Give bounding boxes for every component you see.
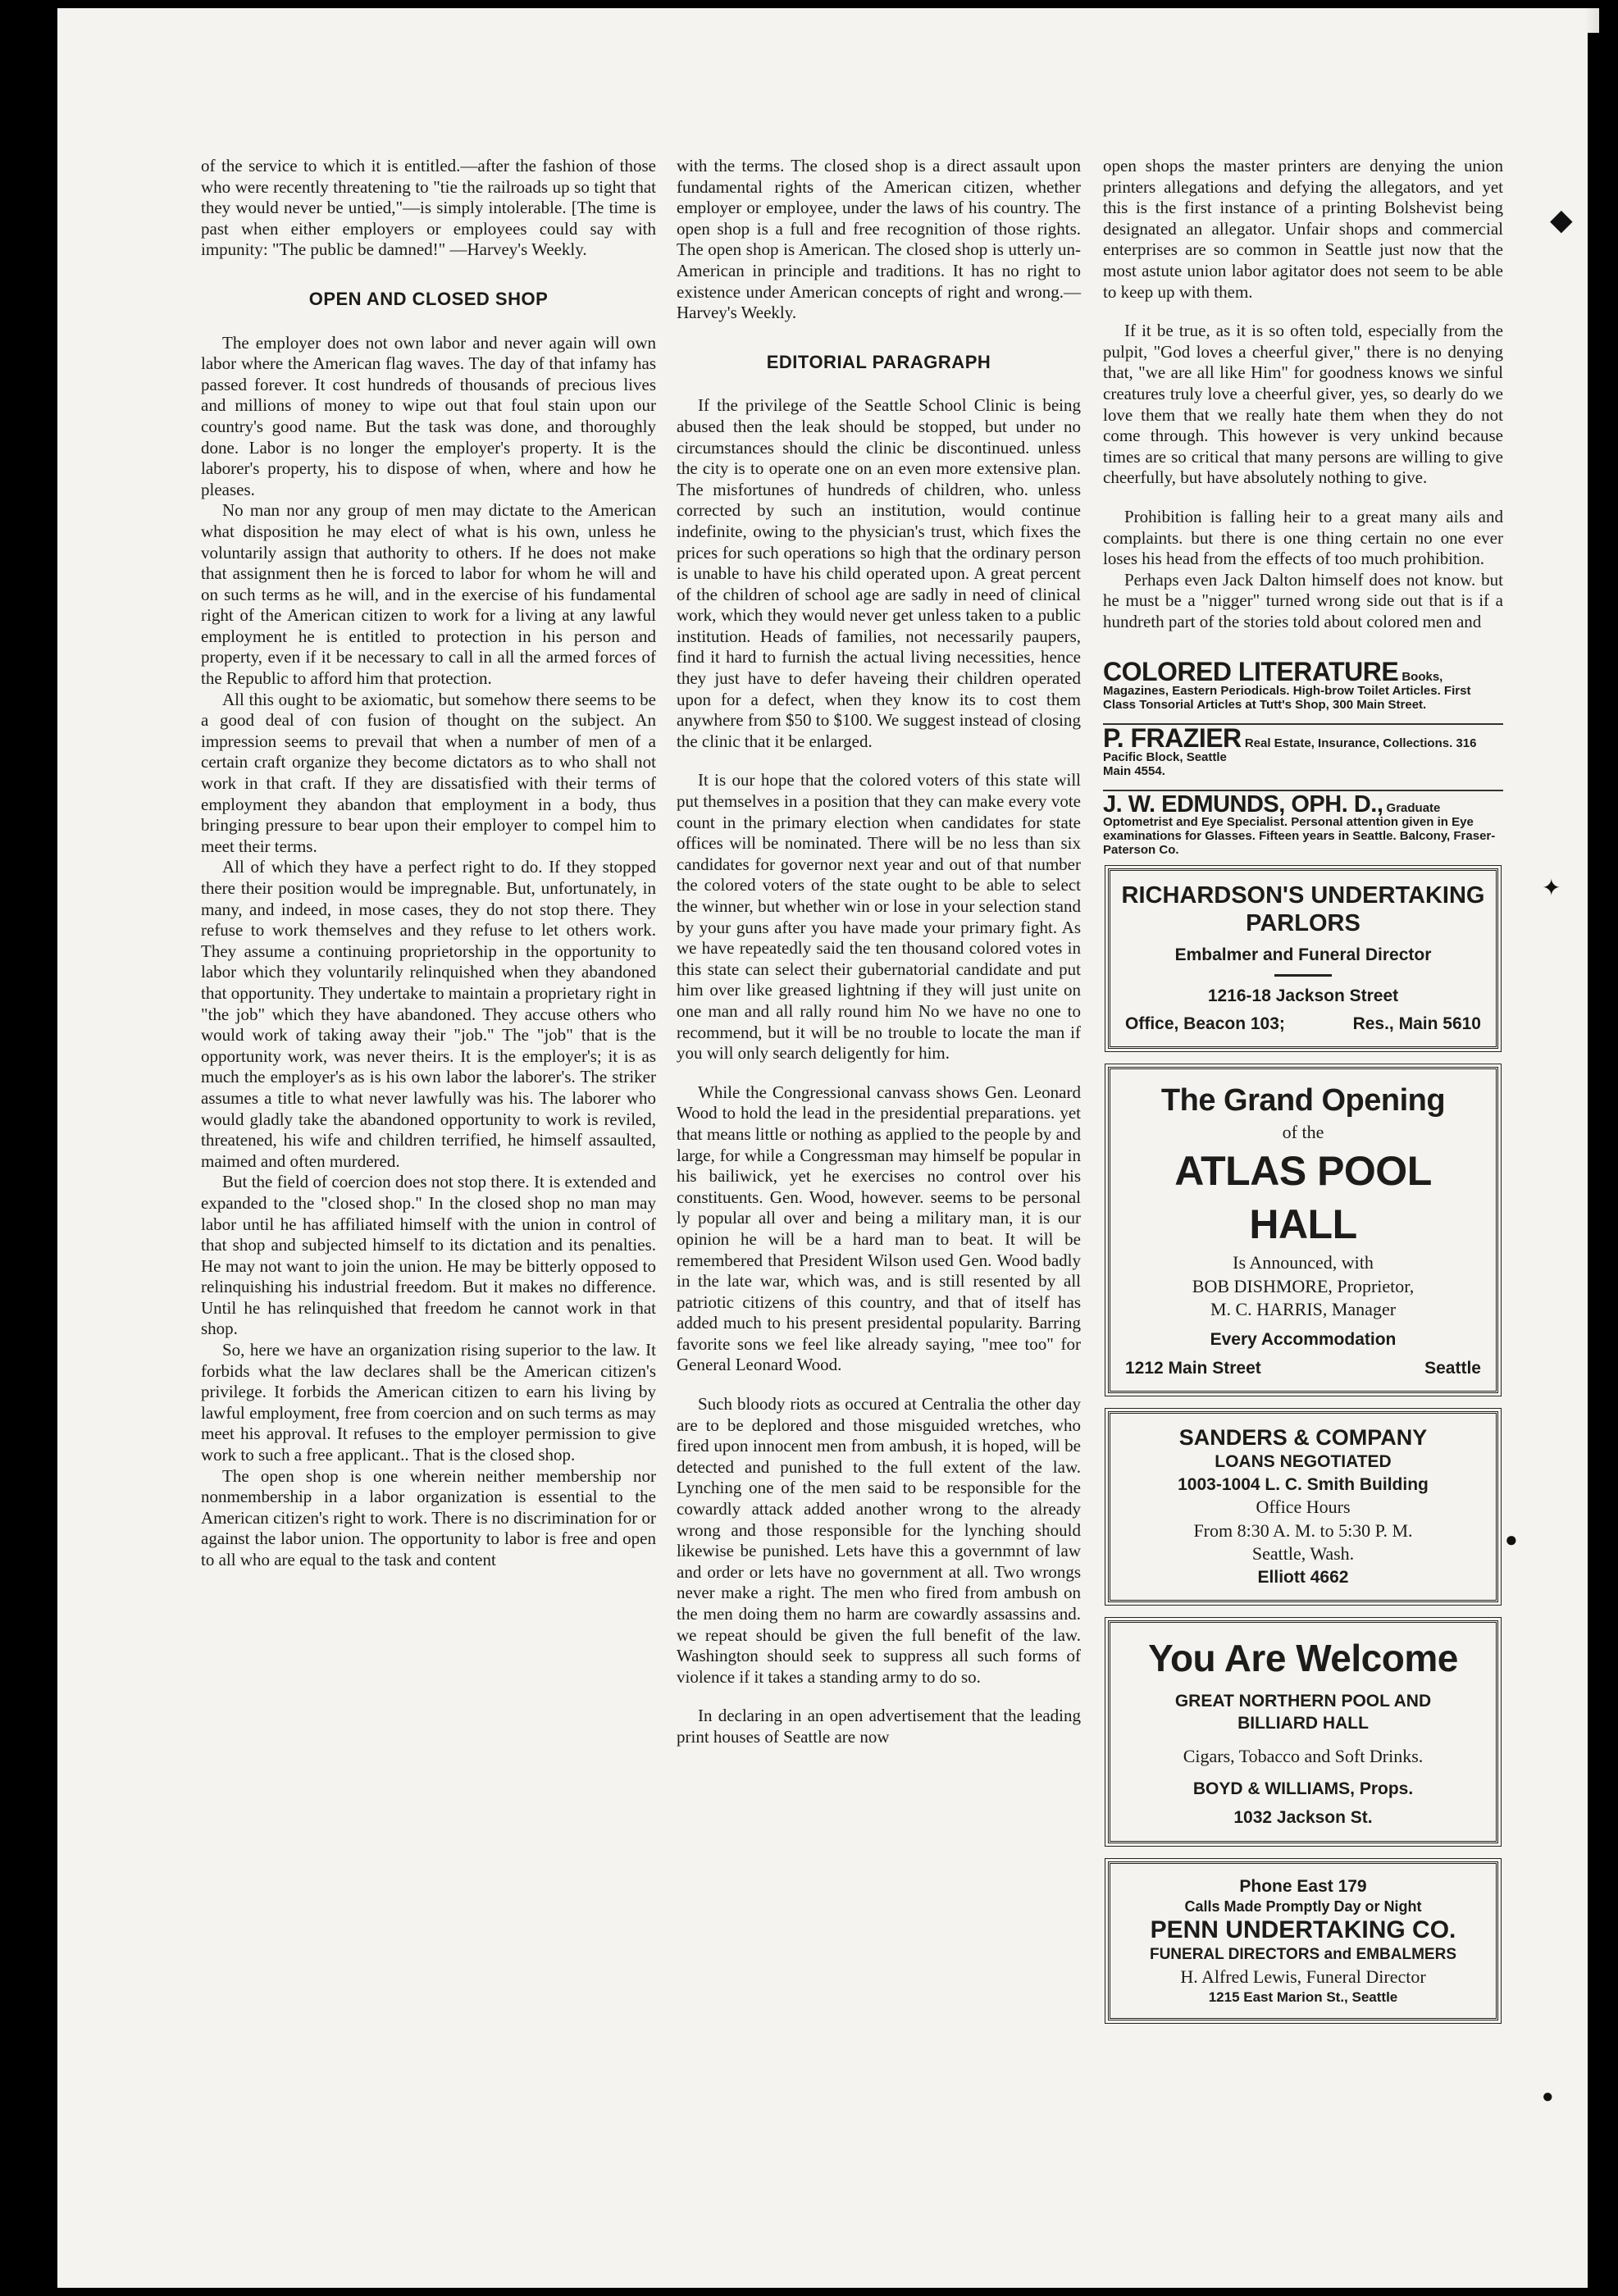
ad-great-northern-pool [1108,1620,1498,1843]
ad-address: 1212 Main Street [1125,1359,1261,1378]
ad-richardson-undertaking [1108,868,1498,1049]
ad-title: COLORED LITERATURE [1103,657,1399,687]
ad-line: of the [1282,1122,1324,1143]
paragraph: The open shop is one wherein neither membership nor nonmembership in a labor organization is essential to the American citizen's right to work. There is no discrimination for or against the labor union. The opportunity to labor is free and open to all who are equal to the task and content [201,1465,656,1569]
ad-line: ATLAS POOL HALL [1174,1148,1432,1248]
divider [1274,974,1332,977]
article-continuation: of the service to which it is entitled.—after the fashion of those who were recently threatening to "tie the railroads up so tight that they would never be untied,"—is simply intolerable. [The time is past when either employers or employees could say with impunity: "The public be damned!" —Harvey's Weekly. [201,156,656,260]
ad-line: 1003-1004 L. C. Smith Building [1178,1474,1429,1494]
ad-text: Real Estate, Insurance, Collections. 316 Pacific Block, Seattle [1103,736,1477,765]
ad-line: 1032 Jackson St. [1233,1808,1373,1828]
heading-editorial-paragraph: EDITORIAL PARAGRAPH [766,351,991,372]
ad-line: The Grand Opening [1160,1083,1446,1118]
ad-line: H. Alfred Lewis, Funeral Director [1180,1966,1426,1987]
ad-line: Cigars, Tobacco and Soft Drinks. [1183,1745,1424,1766]
ad-sanders-company [1108,1411,1498,1602]
column-2 [677,156,1081,1748]
ad-line: From 8:30 A. M. to 5:30 P. M. [1193,1519,1413,1541]
ad-address-row [1119,1357,1488,1379]
scan-blemish-icon: ✦ [1542,876,1561,901]
ad-line: Phone East 179 [1239,1876,1367,1896]
paragraph: In declaring in an open advertisement that the leading print houses of Seattle are now [677,1706,1081,1747]
ad-penn-undertaking [1108,1861,1498,2021]
ad-line: M. C. HARRIS, Manager [1210,1299,1397,1320]
ad-line: Office Hours [1256,1496,1351,1518]
paragraph: All of which they have a perfect right to do. If they stopped there their position would be impregnable. But, unfortunately, in many, and indeed, in mose cases, they do not stop there. They refuse to work themselves and they refuse to let others work. They assume a continuing proprietorship in the opportunity to labor which they voluntarily relinquished when they abandoned that opportunity. They undertake to maintain a proprietary right in "the job" which they have abandoned. They accuse others who would work of taking away their "job." The "job" that is the opportunity work, was never theirs. It is the employer's; it is as much the employer's as is his own labor the laborer's. The striker assumes a title to what never lawfully was his. The laborer who would gladly take the abandoned opportunity to work is reviled, threatened, his wife and children terrified, he himself assaulted, maimed and often murdered. [201,857,656,1171]
ad-line: RICHARDSON'S UNDERTAKING [1121,882,1485,909]
ad-phone: Main 4554. [1103,764,1165,779]
paragraph: If the privilege of the Seattle School Clinic is being abused then the leak should be stopped, but under no circumstances should the clinic be discontinued. unless the city is to operate one on an even more extensive plan. The misfortunes of hundreds of children, who. unless corrected by such an institution, would continue indefinite, owing to the physician's trust, which fixes the prices for such operations so high that the ordinary person is unable to have his child operated upon. A great percent of the children of school age are sadly in need of clinical work, which they would never get unless taken to a public institution. Heads of families, not necessarily paupers, find it hard to furnish the actual living necessities, hence they just have to defer haveing their children operated upon for a defect, when they know its to cost them anywhere from $50 to $100. We suggest instead of closing the clinic that it be enlarged. [677,395,1081,751]
paragraph: If it be true, as it is so often told, especially from the pulpit, "God loves a cheerful giver," there is no denying that, "we are all like Him" for goodness knows we sinful creatures truly love a cheerful giver, yes, so dearly do we love them that we really hate them when they do not come through. This however is very unkind because times are so critical that many persons are willing to give cheerfully, but have absolutely nothing to give. [1103,321,1503,488]
ad-line: Seattle, Wash. [1251,1543,1355,1565]
ad-line: GREAT NORTHERN POOL AND [1174,1691,1432,1711]
article-continuation: with the terms. The closed shop is a direct assault upon fundamental rights of the American citizen, whether employer or employee, under the laws of his country. The open shop is a full and free recognition of those rights. The open shop is American. The closed shop is utterly un-American in principle and traditions. It has no right to existence under American concepts of right and wrong.—Harvey's Weekly. [677,156,1081,323]
ad-line: BOYD & WILLIAMS, Props. [1192,1779,1414,1799]
ad-line: LOANS NEGOTIATED [1215,1452,1392,1472]
paragraph: All this ought to be axiomatic, but somehow there seems to be a good deal of con fusion of thought on the subject. An impression seems to prevail that when a number of men of a certain craft organize they become dictators as to who shall not work in that craft. If they are dissatisfied with their terms of employment they abandon that employment in a body, thus bringing pressure to bear upon their employer to compel him to meet their terms. [201,689,656,856]
ad-line: You Are Welcome [1148,1637,1458,1680]
ad-line: PARLORS [1246,909,1360,936]
newspaper-page [57,8,1599,2288]
column-1 [201,156,656,1571]
scan-blemish-icon: ● [1505,1528,1518,1551]
ad-line: BOB DISHMORE, Proprietor, [1192,1275,1415,1296]
paragraph: No man nor any group of men may dictate to the American what disposition he may elect of what is his own, unless he voluntarily assign that authority to others. If he does not make that assignment then he is forced to labor for whom he will and on such terms as he will, and in the exercise of his fundamental right of the American citizen to work for a living at any lawful employment he is entitled to protection in his person and property, even if it be necessary to call in all the armed forces of the Republic to afford him that protection. [201,500,656,689]
paragraph: It is our hope that the colored voters of this state will put themselves in a position that they can make every vote count in the primary election when candidates for state offices will be nominated. There will be no less than six candidates for governor next year and out of that number the colored voters of the state ought to be able to select the winner, but whether win or lose in your selection stand by your guns after you have made your primary fight. As we have repeatedly said the ten thousand colored votes in this state can select their gubernatorial candidate and put him over like greased lightning if they will just unite on one man and all rally round him No we have no one to recommend, but it will be no trouble to locate the man if you will only search deligently for him. [677,770,1081,1064]
ad-text: Books, Magazines, Eastern Periodicals. High-brow Toilet Articles. First Class Tonsorial Articles at Tutt's Shop, 300 Main Street. [1103,670,1471,713]
ad-line: FUNERAL DIRECTORS and EMBALMERS [1149,1945,1457,1963]
paragraph: But the field of coercion does not stop there. It is extended and expanded to the "closed shop." In the closed shop no man may labor until he has affiliated himself with the union in control of that shop and subjected himself to its dictation and its penalties. He may not want to join the union. He may be bitterly opposed to relinquishing his industrial freedom. But it makes no difference. Until he has relinquished that freedom he cannot work in that shop. [201,1172,656,1339]
ad-title: P. FRAZIER [1103,723,1242,754]
ad-line: PENN UNDERTAKING CO. [1150,1916,1456,1944]
ad-phones [1119,1013,1488,1035]
ad-res: Res., Main 5610 [1352,1014,1481,1033]
article-continuation: open shops the master printers are denying the union printers allegations and defying the allegators, and yet this is the first instance of a printing Bolshevist being designated an allegator. Unfair shops and commercial enterprises are so common in Seattle just now that the most astute union labor agitator does not seem to be able to keep up with them. [1103,156,1503,302]
ad-city: Seattle [1424,1359,1481,1378]
ad-line: SANDERS & COMPANY [1178,1425,1428,1451]
ad-line: Calls Made Promptly Day or Night [1184,1898,1422,1915]
paragraph: The employer does not own labor and never again will own labor where the American flag waves. The day of that infamy has passed forever. It cost hundreds of thousands of precious lives and millions of money to wipe out that foul stain upon our country's good name. But the task was done, and thoroughly done. Labor is no longer the employer's property. It is the laborer's property, his to dispose of when, where and how he pleases. [201,332,656,499]
ad-atlas-pool-hall [1108,1067,1498,1393]
paragraph: While the Congressional canvass shows Gen. Leonard Wood to hold the lead in the presidential preparations. yet that means little or nothing as applied to the people by and large, for while a Congressman may himself be popular in his bailiwick, yet he exercises no control over his constituents. Gen. Wood, however. seems to be personal ly popular all over and being a military man, it is our opinion he will be a hard man to beat. It will be remembered that President Wilson used Gen. Wood badly in the late war, which was, and is still resented by all patriotic citizens of this country, and that of itself has added much to his present presidental popularity. Barring favorite sons we feel like already saying, "mee too" for General Leonard Wood. [677,1082,1081,1375]
ad-line: Every Accommodation [1210,1329,1397,1349]
ad-line: Is Announced, with [1233,1252,1374,1273]
advertisements [1103,657,1503,2020]
ad-colored-literature [1103,657,1503,713]
ad-frazier [1103,723,1503,779]
ad-title: J. W. EDMUNDS, OPH. D., [1103,791,1383,818]
scan-blemish-icon: ◆ [1550,203,1573,236]
ad-line: BILLIARD HALL [1237,1714,1369,1733]
paragraph: Perhaps even Jack Dalton himself does not know. but he must be a "nigger" turned wrong side out that is if a hundreth part of the stories told about colored men and [1103,569,1503,631]
paragraph: So, here we have an organization rising superior to the law. It forbids what the law declares shall be the American citizen's privilege. It forbids the American citizen to earn his living by lawful employment, free from coercion and on such terms as may meet his approval. It refuses to the employer permission to give work to such a free applicant.. That is the closed shop. [201,1340,656,1465]
ad-line: 1215 East Marion St., Seattle [1208,1989,1398,2006]
paragraph: Prohibition is falling heir to a great many ails and complaints. but there is one thing certain no one ever loses his head from the effects of too much prohibition. [1103,506,1503,569]
scan-blemish-icon: ● [1542,2086,1554,2107]
ad-address: 1216-18 Jackson Street [1207,986,1399,1006]
paragraph: Such bloody riots as occured at Centralia the other day are to be deplored and those misguided wretches, who fired upon innocent men from ambush, it is hoped, will be detected and punished to the full extent of the law. Lynching one of the men said to be responsible for the cowardly attack added another wrong to the already wrong and those responsible for the lynching should likewise be punished. Lets have this a governmnt of law and order or lets have no government at all. Two wrongs never make a right. The men who fired from ambush on the men doing them no harm are cowardly assassins and. we repeat should be given the full benefit of the law. Washington should seek to suppress all such forms of violence if it takes a standing army to do so. [677,1394,1081,1687]
ad-text: Graduate Optometrist and Eye Specialist. Personal attention given in Eye examinations for Glasses. Fifteen years in Seattle. Balcony, Fraser-Paterson Co. [1103,801,1496,858]
column-3 [1103,156,1503,2039]
ad-line: Embalmer and Funeral Director [1174,945,1432,965]
heading-open-closed-shop: OPEN AND CLOSED SHOP [308,288,549,309]
ad-office: Office, Beacon 103; [1125,1014,1285,1033]
binder-edge [1588,33,1599,2288]
ad-line: Elliott 4662 [1257,1567,1349,1587]
ad-edmunds [1103,791,1503,858]
